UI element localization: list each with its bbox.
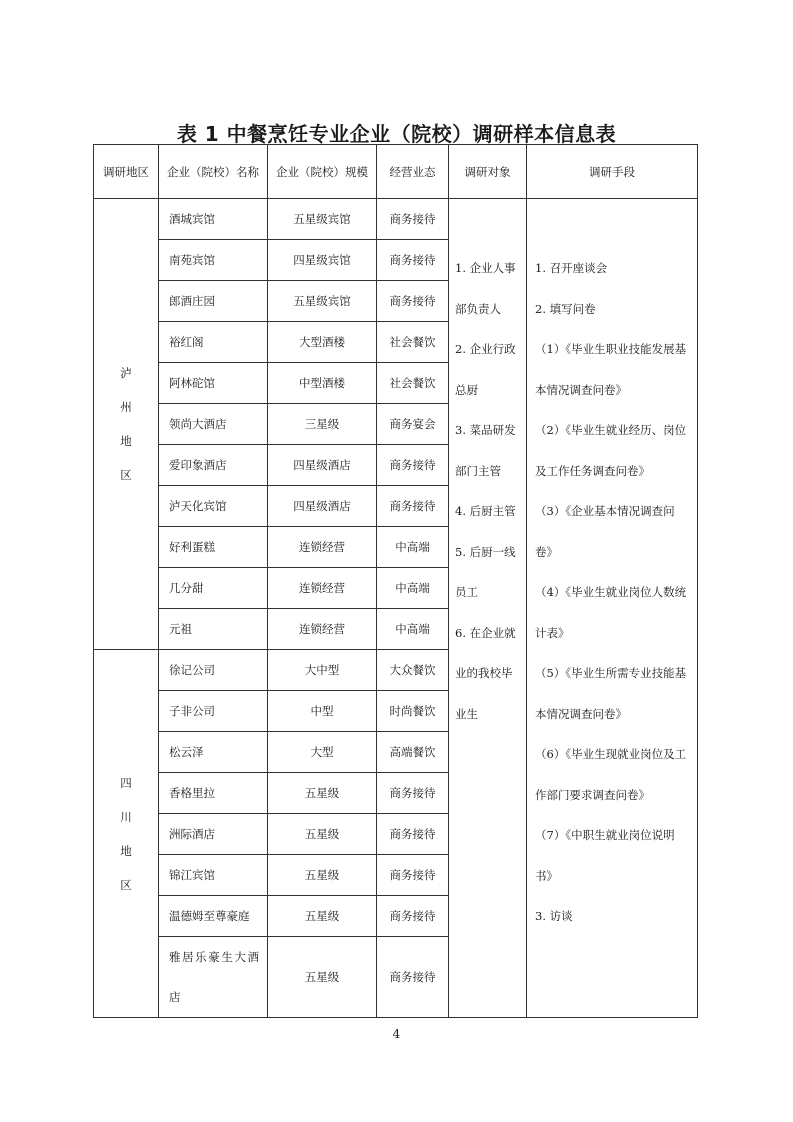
business-format: 商务接待 bbox=[377, 486, 449, 527]
region-char: 四 bbox=[120, 775, 132, 790]
company-scale: 大型 bbox=[268, 732, 377, 773]
company-scale: 四星级酒店 bbox=[268, 445, 377, 486]
company-scale: 五星级 bbox=[268, 896, 377, 937]
table-row bbox=[94, 199, 698, 240]
survey-object: 1. 企业人事部负责人 bbox=[455, 261, 516, 316]
company-scale: 五星级 bbox=[268, 937, 377, 1018]
region-luzhou bbox=[94, 199, 159, 650]
business-format: 商务接待 bbox=[377, 445, 449, 486]
header-scale: 企业（院校）规模 bbox=[268, 145, 377, 199]
header-methods: 调研手段 bbox=[527, 145, 698, 199]
company-scale: 三星级 bbox=[268, 404, 377, 445]
company-scale: 中型 bbox=[268, 691, 377, 732]
survey-methods-cell bbox=[527, 199, 698, 1018]
business-format: 中高端 bbox=[377, 568, 449, 609]
company-scale: 五星级宾馆 bbox=[268, 281, 377, 322]
company-scale: 连锁经营 bbox=[268, 527, 377, 568]
business-format: 中高端 bbox=[377, 609, 449, 650]
company-name: 徐记公司 bbox=[159, 650, 268, 691]
survey-method: 3. 访谈 bbox=[535, 909, 573, 923]
survey-objects-cell bbox=[449, 199, 527, 1018]
survey-object: 2. 企业行政总厨 bbox=[455, 342, 516, 397]
survey-method: （7）《中职生就业岗位说明书》 bbox=[535, 828, 675, 883]
survey-method: （5）《毕业生所需专业技能基本情况调查问卷》 bbox=[535, 666, 687, 721]
company-scale: 五星级宾馆 bbox=[268, 199, 377, 240]
company-name: 领尚大酒店 bbox=[159, 404, 268, 445]
company-name: 酒城宾馆 bbox=[159, 199, 268, 240]
region-char: 区 bbox=[120, 877, 132, 892]
business-format: 商务接待 bbox=[377, 240, 449, 281]
company-name: 泸天化宾馆 bbox=[159, 486, 268, 527]
survey-method: （3）《企业基本情况调查问卷》 bbox=[535, 504, 675, 559]
business-format: 商务接待 bbox=[377, 814, 449, 855]
company-name: 元祖 bbox=[159, 609, 268, 650]
survey-method: （6）《毕业生现就业岗位及工作部门要求调查问卷》 bbox=[535, 747, 687, 802]
business-format: 商务接待 bbox=[377, 896, 449, 937]
survey-method: （1）《毕业生职业技能发展基本情况调查问卷》 bbox=[535, 342, 687, 397]
business-format: 商务接待 bbox=[377, 937, 449, 1018]
business-format: 大众餐饮 bbox=[377, 650, 449, 691]
business-format: 中高端 bbox=[377, 527, 449, 568]
table-header-row bbox=[94, 145, 698, 199]
company-name: 好利蛋糕 bbox=[159, 527, 268, 568]
company-scale: 连锁经营 bbox=[268, 609, 377, 650]
company-name: 香格里拉 bbox=[159, 773, 268, 814]
business-format: 时尚餐饮 bbox=[377, 691, 449, 732]
company-name: 郎酒庄园 bbox=[159, 281, 268, 322]
region-char: 区 bbox=[120, 468, 132, 482]
company-scale: 五星级 bbox=[268, 855, 377, 896]
company-scale: 中型酒楼 bbox=[268, 363, 377, 404]
region-char: 州 bbox=[120, 400, 132, 414]
region-char: 泸 bbox=[120, 366, 132, 380]
survey-sample-table bbox=[93, 144, 698, 1018]
survey-method: 1. 召开座谈会 bbox=[535, 261, 608, 275]
page-number: 4 bbox=[392, 1027, 401, 1041]
business-format: 商务接待 bbox=[377, 199, 449, 240]
company-name: 裕红阁 bbox=[159, 322, 268, 363]
business-format: 社会餐饮 bbox=[377, 322, 449, 363]
business-format: 社会餐饮 bbox=[377, 363, 449, 404]
survey-object: 3. 菜品研发部门主管 bbox=[455, 423, 516, 478]
survey-object: 5. 后厨一线员工 bbox=[455, 544, 516, 599]
company-name: 锦江宾馆 bbox=[159, 855, 268, 896]
business-format: 商务接待 bbox=[377, 281, 449, 322]
company-name: 南苑宾馆 bbox=[159, 240, 268, 281]
company-scale: 五星级 bbox=[268, 773, 377, 814]
company-name: 洲际酒店 bbox=[159, 814, 268, 855]
company-scale: 连锁经营 bbox=[268, 568, 377, 609]
header-format: 经营业态 bbox=[377, 145, 449, 199]
survey-object: 4. 后厨主管 bbox=[455, 504, 516, 518]
company-scale: 大型酒楼 bbox=[268, 322, 377, 363]
region-sichuan bbox=[94, 650, 159, 1018]
company-name: 温德姆至尊豪庭 bbox=[159, 896, 268, 937]
business-format: 商务接待 bbox=[377, 773, 449, 814]
region-char: 川 bbox=[120, 809, 132, 824]
business-format: 高端餐饮 bbox=[377, 732, 449, 773]
company-scale: 四星级酒店 bbox=[268, 486, 377, 527]
company-name: 松云泽 bbox=[159, 732, 268, 773]
survey-method: 2. 填写问卷 bbox=[535, 301, 596, 316]
survey-object: 6. 在企业就业的我校毕业生 bbox=[455, 625, 516, 721]
company-scale: 五星级 bbox=[268, 814, 377, 855]
survey-method: （4）《毕业生就业岗位人数统计表》 bbox=[535, 585, 687, 640]
company-name: 子非公司 bbox=[159, 691, 268, 732]
company-scale: 大中型 bbox=[268, 650, 377, 691]
business-format: 商务接待 bbox=[377, 855, 449, 896]
region-char: 地 bbox=[120, 843, 132, 858]
company-name: 雅居乐豪生大酒店 bbox=[159, 937, 268, 1018]
company-name: 爱印象酒店 bbox=[159, 445, 268, 486]
company-name: 阿林砣馆 bbox=[159, 363, 268, 404]
header-objects: 调研对象 bbox=[449, 145, 527, 199]
header-region: 调研地区 bbox=[94, 145, 159, 199]
survey-method: （2）《毕业生就业经历、岗位及工作任务调查问卷》 bbox=[535, 423, 687, 478]
company-name: 几分甜 bbox=[159, 568, 268, 609]
region-char: 地 bbox=[120, 434, 132, 448]
table-title: 表 1 中餐烹饪专业企业（院校）调研样本信息表 bbox=[176, 122, 617, 146]
company-scale: 四星级宾馆 bbox=[268, 240, 377, 281]
header-name: 企业（院校）名称 bbox=[159, 145, 268, 199]
business-format: 商务宴会 bbox=[377, 404, 449, 445]
